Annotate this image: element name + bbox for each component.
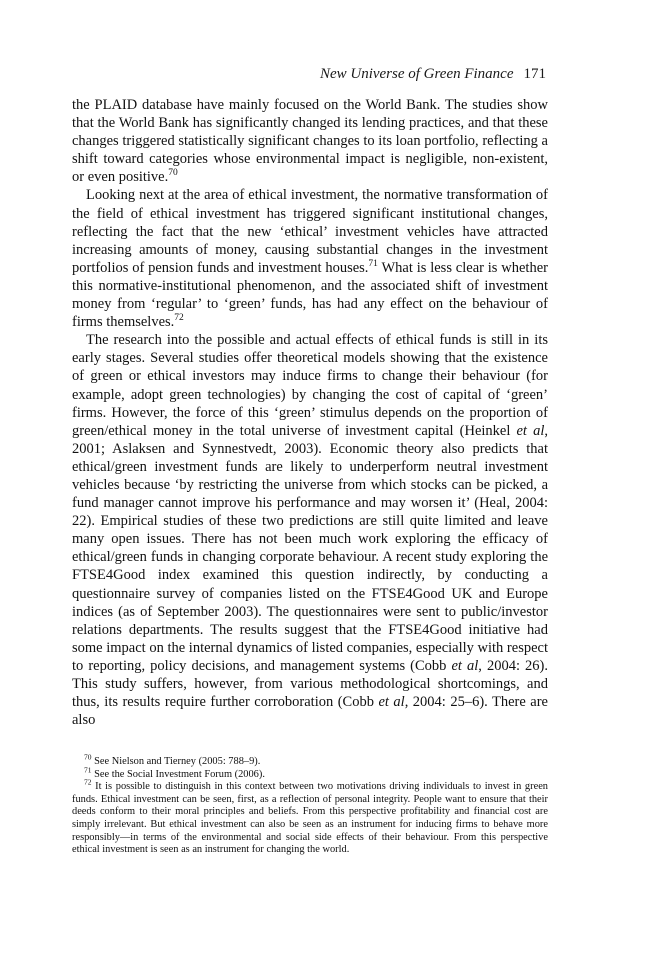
- paragraph: [72, 96, 548, 186]
- italic-text: et al: [516, 422, 545, 439]
- text-run: Looking next at the area of ethical investment, the normative transformation of the field of ethical investment has triggered significant institutional changes, reflecting the fact that the new ‘ethical’ investment vehicles have attracted increasing amounts of money, causing substantial changes in the investment portfolios of pension funds and investment houses.: [72, 187, 548, 276]
- text-run: , 2004: 25–6). There are also: [72, 694, 548, 729]
- body-text: [72, 96, 548, 729]
- footnote: [72, 777, 548, 857]
- footnotes: [72, 752, 548, 857]
- text-run: , 2001; Aslaksen and Synnestvedt, 2003). Economic theory also predicts that ethical/green investment funds are likely to underperform neutral investment vehicles because ‘by restricting the universe from which stocks can be picked, a fund manager cannot improve his performance and may worsen it’ (Heal, 2004: 22). Empirical studies of these two predictions are still quite limited and leave many open issues. There has not been much work exploring the efficacy of ethical/green funds in changing corporate behaviour. A recent study exploring the FTSE4Good index examined this question indirectly, by conducting a questionnaire survey of companies listed on the FTSE4Good UK and Europe indices (as of September 2003). The questionnaires were sent to public/investor relations departments. The results suggest that the FTSE4Good initiative had some impact on the internal dynamics of listed companies, especially with respect to reporting, policy decisions, and management systems (Cobb: [72, 422, 548, 674]
- footnote-ref: 71: [368, 259, 378, 270]
- footnote-text: See Nielson and Tierney (2005: 788–9).: [91, 756, 261, 767]
- footnote-ref: 72: [174, 313, 184, 324]
- paragraph: [72, 331, 548, 729]
- running-header: [320, 66, 546, 83]
- footnote-text: See the Social Investment Forum (2006).: [91, 768, 265, 780]
- running-title: New Universe of Green Finance: [319, 66, 514, 82]
- italic-text: et al: [378, 694, 405, 711]
- page-number: 171: [523, 66, 546, 82]
- text-run: , 2004: 26). This study suffers, however, from various methodological shortcomings, and thus, its results require further corroboration (Cobb: [72, 657, 548, 711]
- italic-text: et al: [451, 657, 479, 674]
- text-run: What is less clear is whether this normative-institutional phenomenon, and the associated shift of investment money from ‘regular’ to ‘green’ funds, has had any effect on the behaviour of firms themselves.: [72, 259, 548, 331]
- footnote: [72, 765, 548, 782]
- text-run: The research into the possible and actual effects of ethical funds is still in its early stages. Several studies offer theoretical models showing that the existence of green or ethical investors may induce firms to change their behaviour (for example, adopt green technologies) by changing the cost of capital of ‘green’ firms. However, the force of this ‘green’ stimulus depends on the proportion of green/ethical money in the total universe of investment capital (Heinkel: [72, 332, 548, 439]
- footnote-number: 70: [84, 752, 92, 762]
- paragraph: [72, 186, 548, 331]
- footnote-ref: 70: [168, 168, 178, 179]
- text-run: the PLAID database have mainly focused on the World Bank. The studies show that the World Bank has significantly changed its lending practices, and that these changes triggered statistically significant changes to its loan portfolio, reflecting a shift toward categories whose environmental impact is negligible, non-existent, or even positive.: [72, 97, 548, 186]
- footnote-text: It is possible to distinguish in this context between two motivations driving individuals to invest in green funds. Ethical investment can be seen, first, as a reflection of personal integrity. People want to ensure that their deeds conform to their moral principles and beliefs. From this perspective profitability and financial cost are simply irrelevant. But ethical investment can also be seen as an instrument for inducing firms to behave more responsibly—in terms of the environmental and social side effects of their behaviour. From this perspective ethical investment is seen as an instrument for changing the world.: [72, 781, 548, 856]
- footnote: [72, 752, 548, 769]
- footnote-number: 71: [84, 765, 92, 775]
- footnote-number: 72: [84, 777, 92, 787]
